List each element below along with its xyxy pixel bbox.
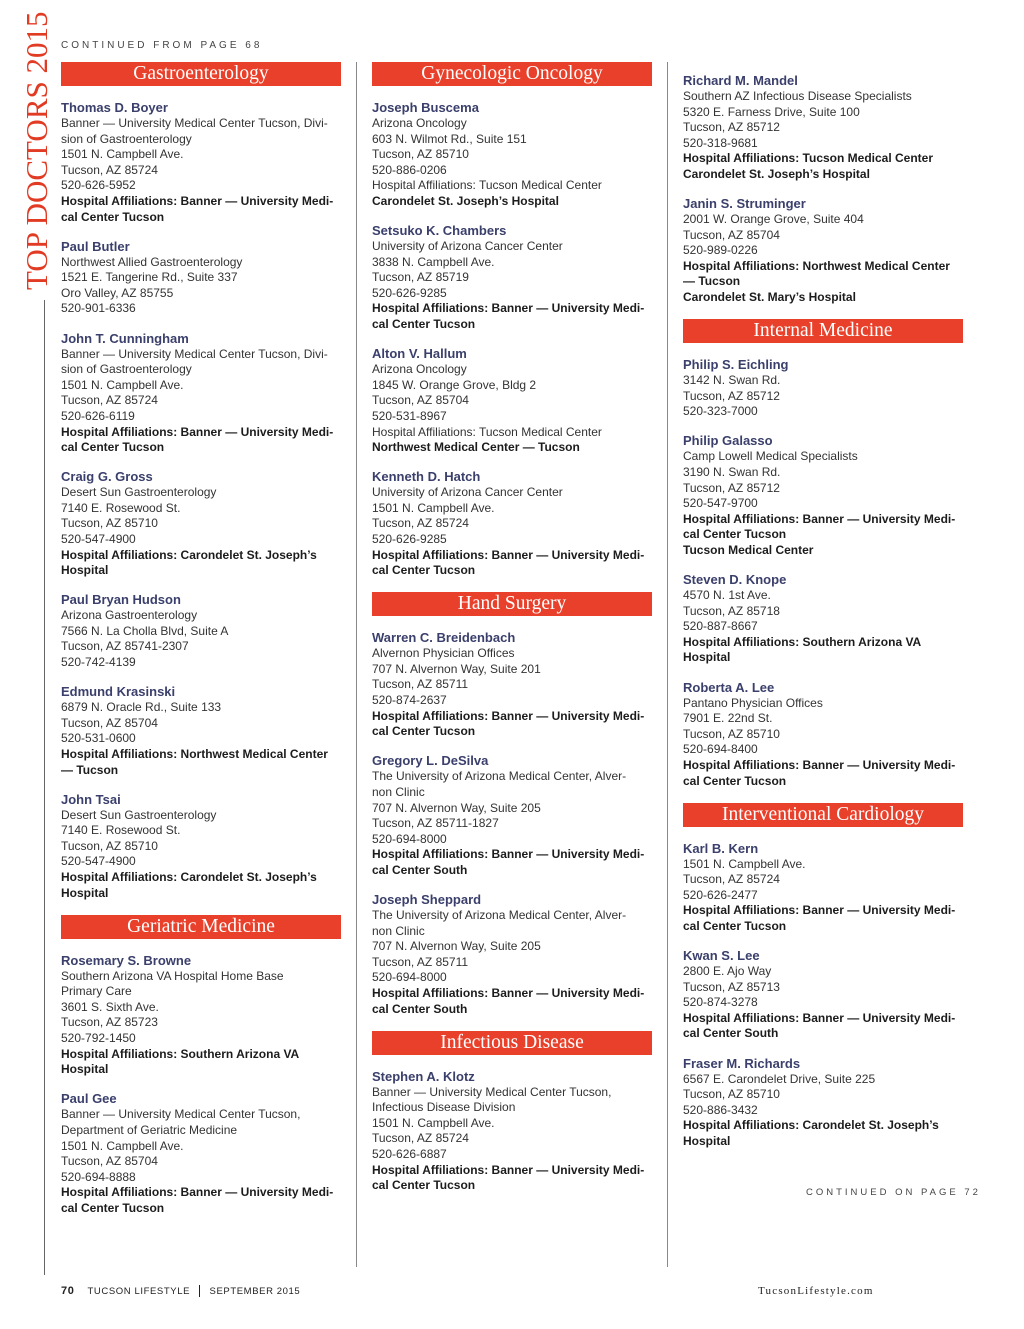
website-url: TucsonLifestyle.com bbox=[758, 1285, 874, 1297]
specialty-header: Gynecologic Oncology bbox=[372, 62, 652, 86]
page-number: 70 bbox=[61, 1285, 75, 1297]
doctor-detail-line: Camp Lowell Medical Specialists bbox=[683, 449, 858, 464]
hospital-affiliation: cal Center Tucson bbox=[683, 773, 787, 788]
specialty-header: Internal Medicine bbox=[683, 319, 963, 343]
doctor-detail-line: Tucson, AZ 85741-2307 bbox=[61, 639, 189, 654]
hospital-affiliation: Hospital Affiliations: Carondelet St. Joseph’s bbox=[61, 869, 317, 884]
doctor-detail-line: The University of Arizona Medical Center, Alver- bbox=[372, 769, 627, 784]
doctor-detail-line: Arizona Oncology bbox=[372, 116, 467, 130]
specialty-header: Interventional Cardiology bbox=[683, 803, 963, 827]
doctor-detail-line: 520-547-4900 bbox=[61, 854, 136, 869]
hospital-affiliation: Hospital Affiliations: Banner — University Medi- bbox=[372, 985, 645, 1000]
doctor-name: Janin S. Struminger bbox=[683, 196, 806, 212]
doctor-entry bbox=[683, 73, 965, 183]
doctor-detail-line: Tucson, AZ 85724 bbox=[683, 872, 780, 887]
hospital-affiliation: cal Center Tucson bbox=[372, 563, 476, 578]
doctor-name: John Tsai bbox=[61, 791, 121, 807]
doctor-detail-line: Tucson, AZ 85711 bbox=[372, 677, 469, 692]
doctor-detail-line: Arizona Gastroenterology bbox=[61, 608, 198, 623]
doctor-detail-line: 1501 N. Campbell Ave. bbox=[372, 1115, 495, 1130]
doctor-name: Setsuko K. Chambers bbox=[372, 223, 507, 239]
doctor-detail-line: Banner — University Medical Center Tucson, bbox=[372, 1084, 612, 1099]
hospital-affiliation: Hospital Affiliations: Banner — University Medi- bbox=[372, 301, 645, 316]
doctor-detail-line: 1845 W. Orange Grove, Bldg 2 bbox=[372, 377, 537, 392]
doctor-name: Stephen A. Klotz bbox=[372, 1068, 475, 1084]
doctor-detail-line: 5320 E. Farness Drive, Suite 100 bbox=[683, 104, 860, 119]
doctor-detail-line: Tucson, AZ 85704 bbox=[61, 715, 158, 730]
doctor-detail-line: Alvernon Physician Offices bbox=[372, 646, 515, 661]
doctor-detail-line: Tucson, AZ 85723 bbox=[61, 1015, 158, 1030]
doctor-entry bbox=[61, 792, 343, 902]
hospital-affiliation: cal Center Tucson bbox=[61, 1200, 165, 1215]
doctor-detail-line: Department of Geriatric Medicine bbox=[61, 1122, 238, 1137]
hospital-affiliation: Hospital Affiliations: Banner — University Medi- bbox=[372, 708, 645, 723]
hospital-affiliation: cal Center Tucson bbox=[372, 724, 476, 739]
doctor-detail-line: Northwest Allied Gastroenterology bbox=[61, 254, 243, 269]
doctor-name: Paul Bryan Hudson bbox=[61, 592, 181, 608]
doctor-detail-line: 6879 N. Oracle Rd., Suite 133 bbox=[61, 700, 222, 715]
hospital-affiliation: Hospital Affiliations: Tucson Medical Center bbox=[683, 151, 934, 166]
doctor-detail-line: Tucson, AZ 85710 bbox=[61, 838, 158, 853]
doctor-name: Thomas D. Boyer bbox=[61, 100, 168, 115]
hospital-affiliation: Hospital Affiliations: Banner — University Medi- bbox=[683, 903, 956, 918]
hospital-affiliation: Hospital bbox=[61, 563, 109, 578]
doctor-detail-line: Southern AZ Infectious Disease Specialists bbox=[683, 89, 912, 103]
column-divider bbox=[667, 62, 668, 1267]
doctor-entry bbox=[372, 100, 654, 210]
doctor-detail-line: Tucson, AZ 85710 bbox=[61, 516, 158, 531]
page-footer bbox=[61, 1285, 300, 1297]
hospital-affiliation: Tucson Medical Center bbox=[683, 542, 814, 557]
specialty-header: Gastroenterology bbox=[61, 62, 341, 86]
issue-date: SEPTEMBER 2015 bbox=[209, 1286, 301, 1297]
doctor-detail-line: Tucson, AZ 85713 bbox=[683, 979, 780, 994]
doctor-detail-line: 520-694-8888 bbox=[61, 1169, 136, 1184]
doctor-entry bbox=[683, 572, 965, 666]
doctor-name: Kwan S. Lee bbox=[683, 948, 760, 964]
doctor-detail-line: 520-874-3278 bbox=[683, 995, 758, 1010]
doctor-name: Warren C. Breidenbach bbox=[372, 630, 516, 646]
doctor-detail-line: 520-626-6119 bbox=[61, 408, 135, 423]
doctor-detail-line: 1521 E. Tangerine Rd., Suite 337 bbox=[61, 270, 238, 285]
doctor-detail-line: Hospital Affiliations: Tucson Medical Center bbox=[372, 178, 602, 193]
doctor-detail-line: 520-694-8000 bbox=[372, 831, 447, 846]
doctor-detail-line: 3142 N. Swan Rd. bbox=[683, 373, 781, 388]
hospital-affiliation: Hospital Affiliations: Banner — University Medi- bbox=[61, 424, 334, 439]
doctor-entry bbox=[683, 680, 965, 790]
hospital-affiliation: Hospital Affiliations: Southern Arizona VA bbox=[61, 1046, 300, 1061]
listing-column-1 bbox=[61, 62, 343, 1230]
doctor-entry bbox=[372, 1069, 654, 1194]
doctor-detail-line: 7901 E. 22nd St. bbox=[683, 711, 773, 726]
hospital-affiliation: cal Center Tucson bbox=[683, 918, 787, 933]
hospital-affiliation: Northwest Medical Center — Tucson bbox=[372, 440, 580, 455]
listing-column-2 bbox=[372, 62, 654, 1207]
doctor-name: Joseph Buscema bbox=[372, 100, 479, 115]
hospital-affiliation: Hospital Affiliations: Banner — University Medi- bbox=[683, 511, 956, 526]
doctor-name: Alton V. Hallum bbox=[372, 346, 467, 362]
hospital-affiliation: cal Center South bbox=[372, 1001, 468, 1016]
doctor-detail-line: The University of Arizona Medical Center, Alver- bbox=[372, 907, 627, 922]
doctor-name: Rosemary S. Browne bbox=[61, 952, 192, 968]
doctor-detail-line: 7566 N. La Cholla Blvd, Suite A bbox=[61, 623, 229, 638]
doctor-detail-line: Tucson, AZ 85724 bbox=[61, 393, 158, 408]
doctor-entry bbox=[372, 630, 654, 740]
doctor-detail-line: Tucson, AZ 85704 bbox=[61, 1154, 158, 1169]
doctor-detail-line: Banner — University Medical Center Tucson, bbox=[61, 1107, 301, 1122]
doctor-detail-line: non Clinic bbox=[372, 784, 425, 799]
doctor-detail-line: 520-318-9681 bbox=[683, 135, 758, 150]
hospital-affiliation: cal Center Tucson bbox=[372, 317, 476, 332]
doctor-entry bbox=[372, 223, 654, 333]
doctor-entry bbox=[372, 892, 654, 1017]
doctor-detail-line: 520-874-2637 bbox=[372, 693, 447, 708]
hospital-affiliation: Hospital bbox=[61, 885, 109, 900]
doctor-name: Karl B. Kern bbox=[683, 840, 759, 856]
doctor-detail-line: 520-626-5952 bbox=[61, 178, 136, 193]
doctor-detail-line: University of Arizona Cancer Center bbox=[372, 485, 563, 500]
doctor-detail-line: Tucson, AZ 85724 bbox=[372, 1131, 469, 1146]
doctor-detail-line: 520-531-0600 bbox=[61, 731, 136, 746]
magazine-name: TUCSON LIFESTYLE bbox=[87, 1286, 191, 1297]
doctor-entry bbox=[61, 592, 343, 670]
doctor-detail-line: 1501 N. Campbell Ave. bbox=[683, 856, 806, 871]
doctor-name: John T. Cunningham bbox=[61, 330, 189, 346]
doctor-detail-line: 520-792-1450 bbox=[61, 1031, 136, 1046]
doctor-name: Philip Galasso bbox=[683, 433, 773, 449]
doctor-entry bbox=[372, 346, 654, 456]
doctor-detail-line: Tucson, AZ 85710 bbox=[372, 147, 469, 162]
doctor-name: Gregory L. DeSilva bbox=[372, 753, 489, 769]
hospital-affiliation: Hospital bbox=[683, 1133, 731, 1148]
footer-separator bbox=[199, 1285, 200, 1297]
doctor-name: Kenneth D. Hatch bbox=[372, 469, 481, 485]
doctor-detail-line: Infectious Disease Division bbox=[372, 1100, 516, 1115]
doctor-detail-line: Tucson, AZ 85724 bbox=[61, 162, 158, 177]
doctor-entry bbox=[372, 753, 654, 878]
side-divider bbox=[44, 300, 45, 1275]
doctor-detail-line: Pantano Physician Offices bbox=[683, 695, 823, 710]
doctor-detail-line: 520-547-4900 bbox=[61, 531, 136, 546]
doctor-detail-line: 2800 E. Ajo Way bbox=[683, 964, 772, 979]
hospital-affiliation: cal Center Tucson bbox=[372, 1178, 476, 1193]
doctor-detail-line: 520-886-0206 bbox=[372, 162, 447, 177]
hospital-affiliation: cal Center Tucson bbox=[61, 209, 165, 224]
hospital-affiliation: Carondelet St. Joseph’s Hospital bbox=[683, 166, 870, 181]
doctor-detail-line: Oro Valley, AZ 85755 bbox=[61, 285, 174, 300]
doctor-detail-line: 520-742-4139 bbox=[61, 655, 136, 670]
hospital-affiliation: cal Center Tucson bbox=[683, 527, 787, 542]
hospital-affiliation: Hospital Affiliations: Banner — University Medi- bbox=[683, 757, 956, 772]
hospital-affiliation: Hospital Affiliations: Banner — University Medi- bbox=[372, 547, 645, 562]
doctor-detail-line: Southern Arizona VA Hospital Home Base bbox=[61, 968, 284, 983]
doctor-detail-line: 7140 E. Rosewood St. bbox=[61, 823, 181, 838]
doctor-name: Edmund Krasinski bbox=[61, 684, 176, 700]
hospital-affiliation: Hospital Affiliations: Banner — University Medi- bbox=[61, 1185, 334, 1200]
continued-from-note: CONTINUED FROM PAGE 68 bbox=[61, 40, 263, 51]
doctor-detail-line: Tucson, AZ 85710 bbox=[683, 726, 780, 741]
doctor-name: Craig G. Gross bbox=[61, 469, 153, 485]
doctor-entry bbox=[61, 239, 343, 317]
doctor-detail-line: non Clinic bbox=[372, 923, 425, 938]
doctor-name: Philip S. Eichling bbox=[683, 357, 789, 373]
doctor-detail-line: Desert Sun Gastroenterology bbox=[61, 807, 217, 822]
doctor-name: Paul Butler bbox=[61, 238, 130, 254]
doctor-detail-line: 7140 E. Rosewood St. bbox=[61, 500, 181, 515]
doctor-detail-line: 1501 N. Campbell Ave. bbox=[61, 147, 184, 162]
doctor-detail-line: 520-989-0226 bbox=[683, 243, 758, 258]
doctor-detail-line: Arizona Oncology bbox=[372, 362, 467, 377]
doctor-entry bbox=[61, 684, 343, 778]
doctor-detail-line: 3190 N. Swan Rd. bbox=[683, 465, 781, 479]
hospital-affiliation: Hospital Affiliations: Northwest Medical Center bbox=[61, 746, 328, 761]
doctor-detail-line: 707 N. Alvernon Way, Suite 201 bbox=[372, 661, 541, 676]
specialty-header: Infectious Disease bbox=[372, 1031, 652, 1055]
doctor-entry bbox=[683, 196, 965, 306]
hospital-affiliation: Hospital Affiliations: Southern Arizona VA bbox=[683, 634, 922, 649]
hospital-affiliation: Hospital Affiliations: Banner — University Medi- bbox=[683, 1010, 956, 1025]
doctor-detail-line: 3601 S. Sixth Ave. bbox=[61, 999, 159, 1014]
doctor-detail-line: 603 N. Wilmot Rd., Suite 151 bbox=[372, 131, 527, 146]
specialty-header: Geriatric Medicine bbox=[61, 915, 341, 939]
doctor-detail-line: 520-626-9285 bbox=[372, 531, 447, 546]
doctor-entry bbox=[61, 100, 343, 225]
hospital-affiliation: cal Center South bbox=[372, 862, 468, 877]
doctor-name: Paul Gee bbox=[61, 1091, 117, 1107]
doctor-name: Fraser M. Richards bbox=[683, 1055, 801, 1071]
side-section-title: TOP DOCTORS 2015 bbox=[19, 11, 54, 290]
doctor-detail-line: Tucson, AZ 85704 bbox=[683, 227, 780, 242]
doctor-detail-line: 520-901-6336 bbox=[61, 301, 136, 316]
hospital-affiliation: Hospital Affiliations: Carondelet St. Joseph’s bbox=[683, 1118, 939, 1133]
doctor-detail-line: 707 N. Alvernon Way, Suite 205 bbox=[372, 939, 541, 954]
doctor-name: Joseph Sheppard bbox=[372, 891, 482, 907]
hospital-affiliation: cal Center Tucson bbox=[61, 440, 165, 455]
doctor-detail-line: Desert Sun Gastroenterology bbox=[61, 485, 217, 500]
doctor-detail-line: Tucson, AZ 85704 bbox=[372, 393, 469, 408]
doctor-entry bbox=[683, 357, 965, 420]
doctor-detail-line: 520-531-8967 bbox=[372, 408, 447, 423]
hospital-affiliation: cal Center South bbox=[683, 1026, 779, 1041]
doctor-detail-line: 6567 E. Carondelet Drive, Suite 225 bbox=[683, 1071, 876, 1086]
doctor-detail-line: Hospital Affiliations: Tucson Medical Center bbox=[372, 424, 602, 439]
doctor-entry bbox=[683, 948, 965, 1042]
doctor-detail-line: 1501 N. Campbell Ave. bbox=[61, 1138, 184, 1153]
continued-on-note: CONTINUED ON PAGE 72 bbox=[806, 1187, 981, 1198]
doctor-detail-line: 1501 N. Campbell Ave. bbox=[61, 377, 184, 392]
doctor-detail-line: 707 N. Alvernon Way, Suite 205 bbox=[372, 800, 541, 815]
doctor-detail-line: Tucson, AZ 85711 bbox=[372, 954, 469, 969]
doctor-entry bbox=[683, 433, 965, 558]
hospital-affiliation: Hospital Affiliations: Banner — University Medi- bbox=[372, 1162, 645, 1177]
doctor-detail-line: 520-887-8667 bbox=[683, 619, 758, 634]
doctor-entry bbox=[61, 953, 343, 1078]
doctor-entry bbox=[683, 1056, 965, 1150]
doctor-detail-line: 520-694-8000 bbox=[372, 970, 447, 985]
doctor-detail-line: sion of Gastroenterology bbox=[61, 131, 192, 146]
doctor-detail-line: Tucson, AZ 85712 bbox=[683, 480, 780, 495]
hospital-affiliation: Hospital bbox=[61, 1062, 109, 1077]
doctor-detail-line: 4570 N. 1st Ave. bbox=[683, 588, 771, 603]
doctor-detail-line: 520-626-6887 bbox=[372, 1147, 447, 1161]
doctor-detail-line: 520-323-7000 bbox=[683, 404, 758, 419]
hospital-affiliation: Hospital Affiliations: Northwest Medical Center bbox=[683, 258, 950, 273]
doctor-detail-line: Tucson, AZ 85724 bbox=[372, 516, 469, 531]
doctor-detail-line: Banner — University Medical Center Tucson, Divi- bbox=[61, 346, 328, 361]
doctor-detail-line: 2001 W. Orange Grove, Suite 404 bbox=[683, 212, 864, 227]
doctor-name: Richard M. Mandel bbox=[683, 73, 798, 88]
doctor-detail-line: Tucson, AZ 85712 bbox=[683, 120, 780, 135]
doctor-detail-line: 1501 N. Campbell Ave. bbox=[372, 500, 495, 515]
doctor-detail-line: 520-886-3432 bbox=[683, 1102, 758, 1117]
doctor-detail-line: 3838 N. Campbell Ave. bbox=[372, 254, 495, 269]
doctor-entry bbox=[61, 1091, 343, 1216]
doctor-detail-line: Tucson, AZ 85718 bbox=[683, 603, 780, 618]
doctor-detail-line: Tucson, AZ 85719 bbox=[372, 270, 469, 285]
listing-column-3 bbox=[683, 73, 965, 1163]
doctor-detail-line: University of Arizona Cancer Center bbox=[372, 239, 563, 254]
doctor-detail-line: Tucson, AZ 85710 bbox=[683, 1087, 780, 1102]
hospital-affiliation: Hospital Affiliations: Carondelet St. Joseph’s bbox=[61, 547, 317, 562]
specialty-header: Hand Surgery bbox=[372, 592, 652, 616]
doctor-detail-line: Banner — University Medical Center Tucson, Divi- bbox=[61, 116, 328, 130]
hospital-affiliation: — Tucson bbox=[61, 762, 119, 777]
doctor-entry bbox=[61, 469, 343, 579]
doctor-detail-line: Tucson, AZ 85712 bbox=[683, 388, 780, 403]
doctor-entry bbox=[61, 331, 343, 456]
doctor-detail-line: 520-547-9700 bbox=[683, 496, 758, 511]
hospital-affiliation: Hospital bbox=[683, 650, 731, 665]
hospital-affiliation: Carondelet St. Joseph’s Hospital bbox=[372, 193, 559, 208]
column-divider bbox=[356, 62, 357, 1267]
hospital-affiliation: Hospital Affiliations: Banner — University Medi- bbox=[61, 193, 334, 208]
doctor-detail-line: 520-626-9285 bbox=[372, 285, 447, 300]
doctor-entry bbox=[683, 841, 965, 935]
doctor-detail-line: 520-694-8400 bbox=[683, 742, 758, 757]
doctor-entry bbox=[372, 469, 654, 579]
doctor-detail-line: sion of Gastroenterology bbox=[61, 362, 192, 377]
doctor-name: Steven D. Knope bbox=[683, 572, 787, 588]
doctor-detail-line: 520-626-2477 bbox=[683, 887, 758, 902]
hospital-affiliation: — Tucson bbox=[683, 274, 741, 289]
doctor-detail-line: Primary Care bbox=[61, 984, 132, 999]
hospital-affiliation: Hospital Affiliations: Banner — University Medi- bbox=[372, 847, 645, 862]
doctor-detail-line: Tucson, AZ 85711-1827 bbox=[372, 816, 499, 831]
doctor-name: Roberta A. Lee bbox=[683, 679, 775, 695]
hospital-affiliation: Carondelet St. Mary’s Hospital bbox=[683, 290, 856, 305]
